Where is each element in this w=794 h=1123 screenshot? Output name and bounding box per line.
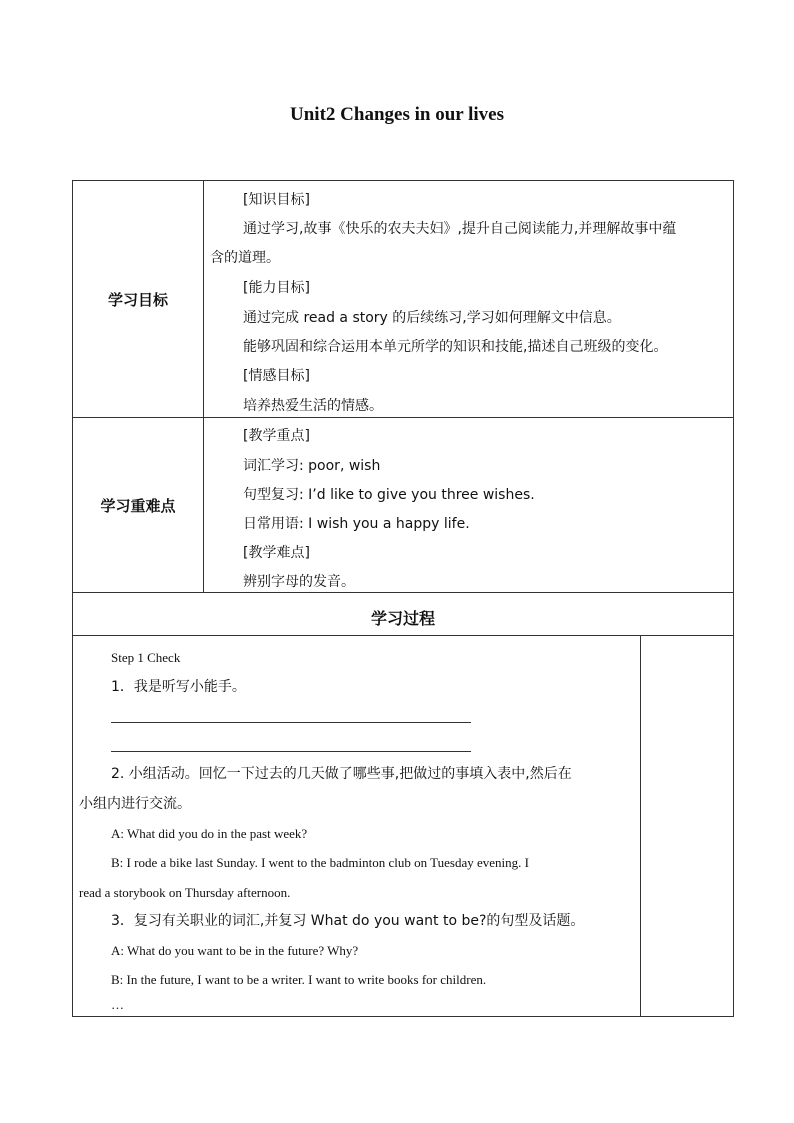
objectives-label: 学习目标	[107, 291, 168, 309]
objective-line: 通过学习,故事《快乐的农夫夫妇》,提升自己阅读能力,并理解故事中蕴	[243, 221, 677, 237]
objective-line: 通过完成 read a story 的后续练习,学习如何理解文中信息。	[243, 310, 621, 326]
answer-blank[interactable]	[111, 751, 471, 752]
dialog-line: A: What do you want to be in the future? Why?	[111, 943, 359, 958]
task-item: 小组内进行交流。	[79, 796, 191, 812]
objective-line: [情感目标]	[243, 368, 310, 384]
dialog-line: A: What did you do in the past week?	[111, 826, 308, 841]
dialog-line: B: I rode a bike last Sunday. I went to the badminton club on Tuesday evening. I	[111, 855, 529, 870]
page-title: Unit2 Changes in our lives	[290, 104, 504, 125]
column-divider	[640, 635, 641, 1017]
step-heading: Step 1 Check	[111, 650, 181, 665]
lesson-table	[72, 180, 734, 1017]
row-divider	[73, 417, 733, 418]
answer-blank[interactable]	[111, 722, 471, 723]
key-point-line: 日常用语: I wish you a happy life.	[243, 516, 470, 532]
objective-line: [知识目标]	[243, 192, 310, 208]
objective-line: 培养热爱生活的情感。	[243, 398, 383, 414]
key-point-line: [教学难点]	[243, 545, 310, 561]
objective-line: 能够巩固和综合运用本单元所学的知识和技能,描述自己班级的变化。	[243, 339, 668, 355]
row-divider	[73, 635, 733, 636]
key-point-line: 辨别字母的发音。	[243, 574, 355, 590]
task-item: 2. 小组活动。回忆一下过去的几天做了哪些事,把做过的事填入表中,然后在	[111, 766, 572, 782]
row-divider	[73, 592, 733, 593]
key-point-line: [教学重点]	[243, 428, 310, 444]
process-heading: 学习过程	[370, 609, 435, 628]
key-points-label: 学习重难点	[100, 497, 176, 515]
task-item: 3．复习有关职业的词汇,并复习 What do you want to be?的句型及话题。	[111, 913, 585, 929]
ellipsis: …	[111, 997, 124, 1012]
objective-line: 含的道理。	[210, 250, 280, 266]
dialog-line: B: In the future, I want to be a writer. I want to write books for children.	[111, 972, 487, 987]
task-item: 1．我是听写小能手。	[111, 679, 246, 695]
key-point-line: 词汇学习: poor, wish	[243, 458, 381, 474]
key-point-line: 句型复习: I’d like to give you three wishes.	[243, 487, 535, 503]
dialog-line: read a storybook on Thursday afternoon.	[79, 885, 291, 900]
column-divider	[203, 181, 204, 592]
objective-line: [能力目标]	[243, 280, 310, 296]
